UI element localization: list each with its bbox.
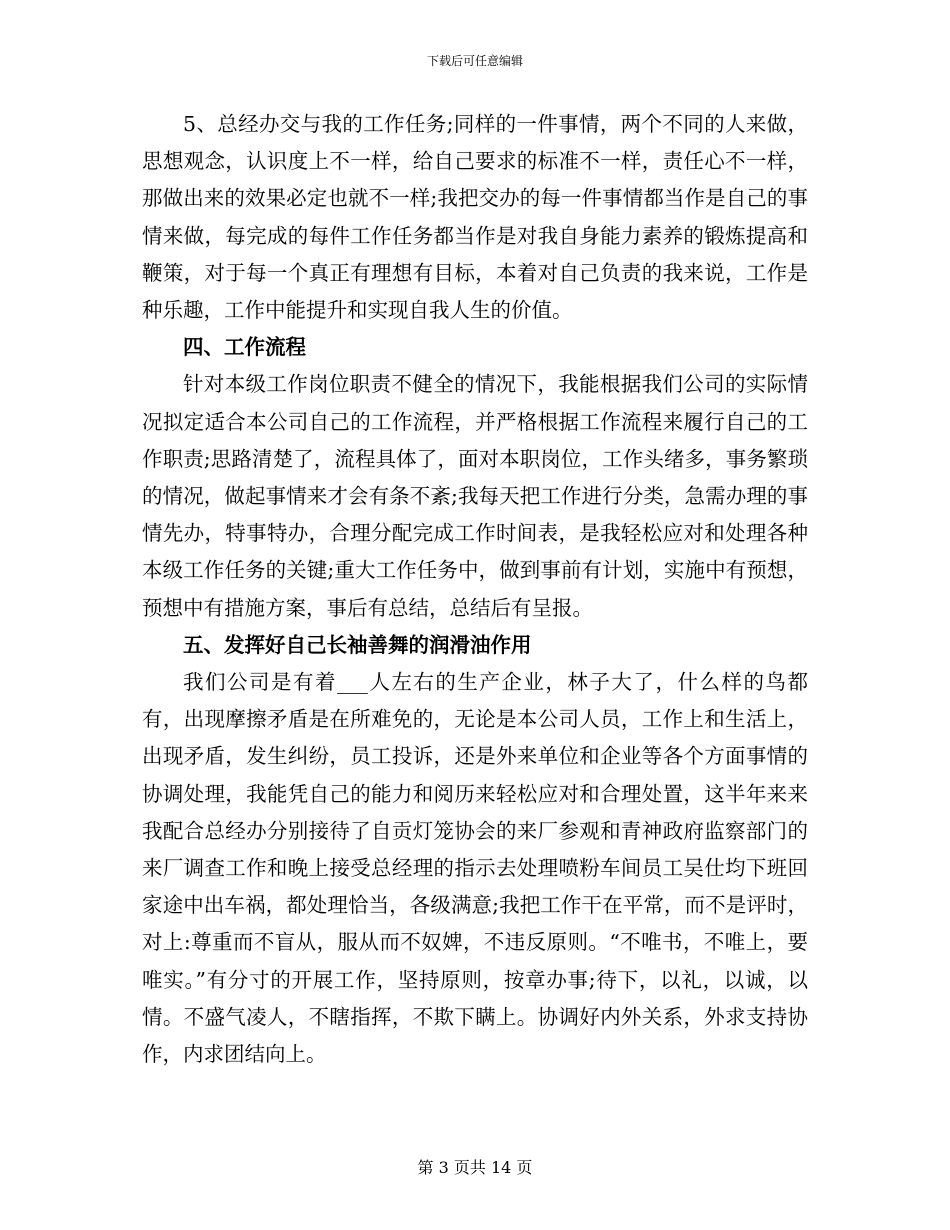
paragraph-workflow: 针对本级工作岗位职责不健全的情况下，我能根据我们公司的实际情况拟定适合本公司自己的工作流程，并严格根据工作流程来履行自己的工作职责;思路清楚了，流程具体了，面对本职岗位，工作头绪多，事务繁琐的情况，做起事情来才会有条不紊;我每天把工作进行分类，急需办理的事情先办，特事特办，合理分配完成工作时间表，是我轻松应对和处理各种本级工作任务的关键;重大工作任务中，做到事前有计划，实施中有预想，预想中有措施方案，事后有总结，总结后有呈报。 <box>142 372 808 620</box>
section-heading-workflow: 四、工作流程 <box>183 335 306 360</box>
document-body <box>142 106 808 1073</box>
page-header-note: 下载后可任意编辑 <box>426 54 523 68</box>
page-footer-number: 第 3 页共 14 页 <box>417 1158 533 1177</box>
paragraph-item-5: 5、总经办交与我的工作任务;同样的一件事情，两个不同的人来做，思想观念，认识度上不一样，给自己要求的标准不一样，责任心不一样，那做出来的效果必定也就不一样;我把交办的每一件事情都当作是自己的事情来做，每完成的每件工作任务都当作是对我自身能力素养的锻炼提高和鞭策，对于每一个真正有理想有目标，本着对自己负责的我来说，工作是种乐趣，工作中能提升和实现自我人生的价值。 <box>142 112 808 323</box>
section-heading-lubricant: 五、发挥好自己长袖善舞的润滑油作用 <box>183 632 532 657</box>
paragraph-lubricant: 我们公司是有着___人左右的生产企业，林子大了，什么样的鸟都有，出现摩擦矛盾是在所难免的，无论是本公司人员，工作上和生活上，出现矛盾，发生纠纷，员工投诉，还是外来单位和企业等各个方面事情的协调处理，我能凭自己的能力和阅历来轻松应对和合理处置，这半年来来我配合总经办分别接待了自贡灯笼协会的来厂参观和青神政府监察部门的来厂调查工作和晚上接受总经理的指示去处理喷粉车间员工吴仕均下班回家途中出车祸，都处理恰当，各级满意;我把工作干在平常，而不是评时，对上:尊重而不盲从，服从而不奴婢，不违反原则。“不唯书，不唯上，要唯实。”有分寸的开展工作，坚持原则，按章办事;待下，以礼，以诚，以情。不盛气凌人，不瞎指挥，不欺下瞒上。协调好内外关系，外求支持协作，内求团结向上。 <box>142 670 808 1067</box>
